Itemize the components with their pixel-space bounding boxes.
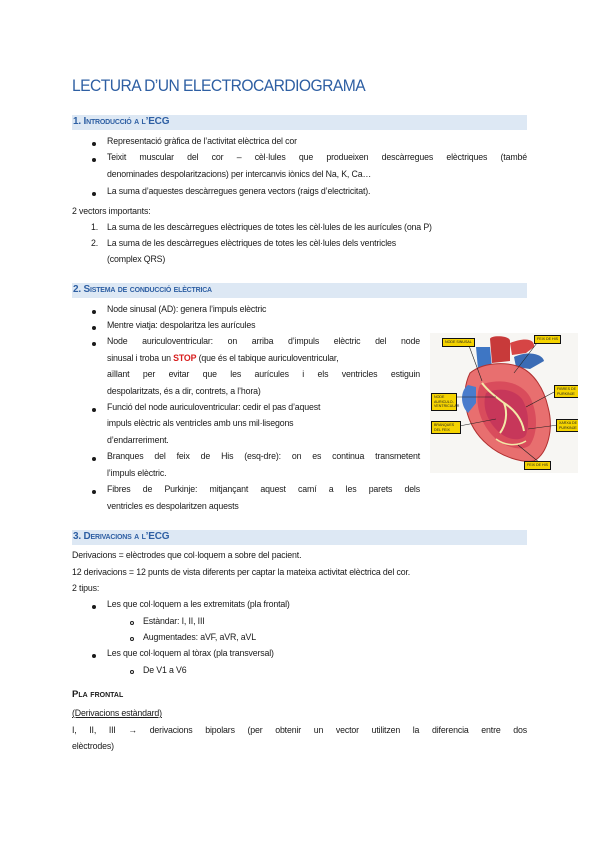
- circle-bullet: [130, 670, 134, 674]
- pla-frontal-line-2: elèctrodes): [72, 741, 114, 751]
- s2-line-13: ventricles es despolaritzen aquests: [107, 501, 239, 511]
- s2-line-3: Node auriculoventricular: on arriba d’impuls elèctric del node: [107, 336, 420, 346]
- bullet-dot: [92, 457, 96, 461]
- label-node-sinusal: NODE SINUSAL: [442, 338, 475, 347]
- s2-line-8: impuls elèctric als ventricles amb uns mil·lisegons: [107, 418, 294, 428]
- s2-line-4b: (que és el tabique auriculoventricular,: [198, 353, 339, 363]
- s1-num-2: La suma de les descàrregues elèctriques de totes les cèl·lules dels ventricles: [107, 238, 397, 248]
- label-xarxa-purkinje: XARXA DE PURKINJE: [556, 419, 578, 432]
- bullet-dot: [92, 654, 96, 658]
- s2-line-12: Fibres de Purkinje: mitjançant aquest camí a les parets dels: [107, 484, 420, 494]
- s3-sub-2: Augmentades: aVF, aVR, aVL: [143, 632, 256, 642]
- bullet-dot: [92, 310, 96, 314]
- bullet-dot: [92, 192, 96, 196]
- stop-word: STOP: [173, 353, 197, 363]
- s2-line-4: [107, 350, 338, 366]
- s2-line-6: despolaritzats, és a dir, contrets, a l’hora): [107, 386, 261, 396]
- section-1-heading-text: 1. Introducció a l’ECG: [73, 116, 170, 127]
- s3-p3: 2 tipus:: [72, 583, 100, 593]
- pla-frontal-subheading: (Derivacions estàndard): [72, 708, 162, 718]
- s1-num-1-label: 1.: [91, 222, 99, 232]
- s2-line-10: Branques del feix de His (esq-dre): on es continua transmetent: [107, 451, 420, 461]
- section-2-heading: [72, 283, 527, 298]
- s2-line-2: Mentre viatja: despolaritza les aurícules: [107, 320, 256, 330]
- s1-intro: 2 vectors importants:: [72, 206, 151, 216]
- section-3-heading: [72, 530, 527, 545]
- circle-bullet: [130, 637, 134, 641]
- s2-line-4a: sinusal i troba un: [107, 353, 171, 363]
- bullet-dot: [92, 342, 96, 346]
- s1-bullet-3: La suma d’aquestes descàrregues genera vectors (raigs d’electricitat).: [107, 186, 371, 196]
- s1-bullet-2-cont: denominades despolaritzacions) per intercanvis iònics del Na, K, Ca…: [107, 169, 372, 179]
- label-node-av: NODE AURICULO-VENTRICULAR: [431, 393, 457, 411]
- bullet-dot: [92, 605, 96, 609]
- s3-p1: Derivacions = elèctrodes que col·loquem a sobre del pacient.: [72, 550, 302, 560]
- circle-bullet: [130, 621, 134, 625]
- pla-frontal-heading: Pla frontal: [72, 689, 124, 700]
- s2-line-5: aïllant per evitar que les aurícules i els ventricles estiguin: [107, 369, 420, 379]
- s1-num-2-label: 2.: [91, 238, 99, 248]
- aorta-shape: [490, 336, 510, 363]
- s3-bullet-1: Les que col·loquem a les extremitats (pla frontal): [107, 599, 290, 609]
- s3-sub-1: Estàndar: I, II, III: [143, 616, 205, 626]
- heart-conduction-diagram: [430, 333, 578, 473]
- label-feix-his-bottom: FEIX DE HIS: [524, 461, 551, 470]
- s3-p2: 12 derivacions = 12 punts de vista diferents per captar la mateixa activitat elèctrica del cor.: [72, 567, 411, 577]
- bullet-dot: [92, 142, 96, 146]
- bullet-dot: [92, 408, 96, 412]
- label-branques: BRANQUES DEL FEIX: [431, 421, 461, 434]
- s1-num-1: La suma de les descàrregues elèctriques de totes les cèl·lules de les aurícules (ona P): [107, 222, 432, 232]
- label-fibres-purkinje: FIBRES DE PURKINJE: [554, 385, 578, 398]
- s1-bullet-1: Representació gràfica de l’activitat elèctrica del cor: [107, 136, 297, 146]
- s3-bullet-2: Les que col·loquem al tòrax (pla transversal): [107, 648, 274, 658]
- pla-frontal-line-1: I, II, III → derivacions bipolars (per obtenir un vector utilitzen la diferencia entre dos: [72, 725, 527, 735]
- s3-sub-3: De V1 a V6: [143, 665, 187, 675]
- s2-line-7: Funció del node auriculoventricular: cedir el pas d’aquest: [107, 402, 321, 412]
- bullet-dot: [92, 326, 96, 330]
- s1-bullet-2: Teixit muscular del cor – cèl·lules que produeixen descàrregues elèctriques (també: [107, 152, 527, 162]
- s1-num-2-cont: (complex QRS): [107, 254, 166, 264]
- bullet-dot: [92, 490, 96, 494]
- s2-line-1: Node sinusal (AD): genera l’impuls elèctric: [107, 304, 267, 314]
- label-feix-his: FEIX DE HIS: [534, 335, 561, 344]
- section-3-heading-text: 3. Derivacions a l’ECG: [73, 531, 170, 542]
- section-2-heading-text: 2. Sistema de conducció elèctrica: [73, 284, 212, 295]
- bullet-dot: [92, 158, 96, 162]
- s2-line-9: d’endarreriment.: [107, 435, 169, 445]
- section-1-heading: [72, 115, 527, 130]
- page-title: LECTURA D’UN ELECTROCARDIOGRAMA: [72, 76, 366, 95]
- s2-line-11: l’impuls elèctric.: [107, 468, 167, 478]
